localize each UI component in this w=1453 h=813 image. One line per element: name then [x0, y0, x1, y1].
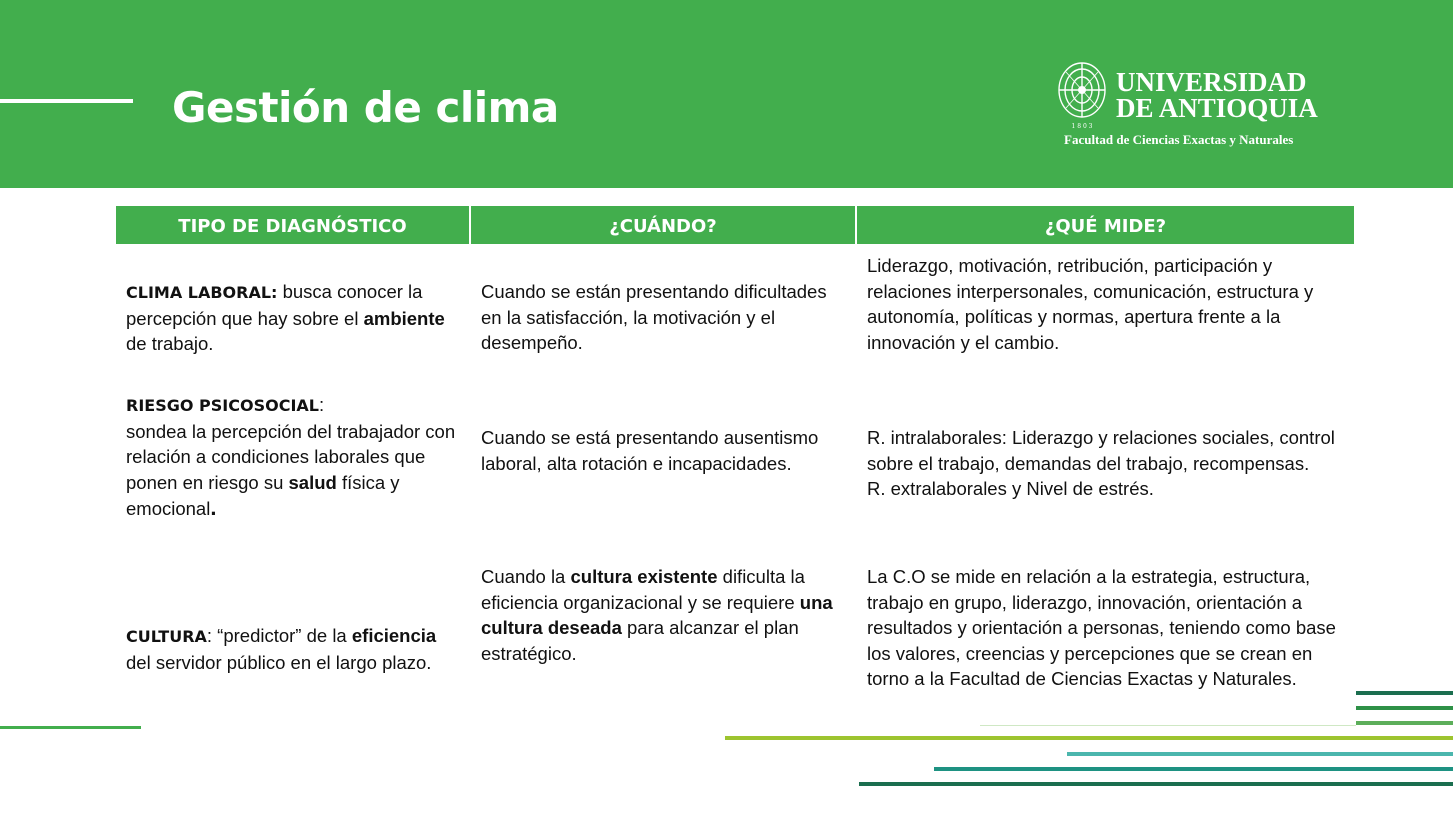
row2-mide-cell — [867, 425, 1347, 502]
row3-cuando-text: Cuando la — [481, 566, 571, 587]
row3-cuando-bold-1: cultura existente — [570, 566, 718, 587]
row3-tipo-bold: eficiencia — [351, 625, 437, 646]
university-logo — [1054, 58, 1344, 158]
row3-tipo-text-end: del servidor público en el largo plazo. — [126, 651, 432, 673]
row2-tipo-period: . — [210, 495, 217, 520]
footer-dark-green-line — [859, 782, 1453, 786]
svg-text:1 8 0 3: 1 8 0 3 — [1071, 123, 1093, 130]
row3-cuando-bold-2: una cultura deseada — [481, 591, 833, 638]
row2-tipo-label: RIESGO PSICOSOCIAL — [126, 396, 319, 415]
footer-lime-line — [725, 736, 1453, 740]
row2-tipo-cell — [126, 392, 461, 522]
footer-stripe-medium — [1356, 706, 1453, 710]
footer-left-green-line — [0, 726, 141, 729]
logo-faculty-name: Facultad de Ciencias Exactas y Naturales — [1064, 132, 1294, 147]
row1-tipo-bold: ambiente — [363, 307, 445, 329]
row2-tipo-text-end: física y emocional — [126, 471, 400, 519]
row1-tipo-text-end: de trabajo. — [126, 333, 214, 354]
row1-tipo-cell — [126, 279, 461, 357]
row1-cuando-cell: Cuando se están presentando dificultades en la satisfacción, la motivación y el desempeño. — [481, 281, 827, 353]
footer-teal-dark-line — [934, 767, 1453, 771]
footer-stripe-light — [1356, 721, 1453, 725]
row3-tipo-text: : “predictor” de la — [206, 625, 352, 646]
row2-tipo-text: sondea la percepción del trabajador con relación a condiciones laborales que ponen en riesgo su — [126, 420, 456, 493]
row3-tipo-cell — [126, 623, 461, 675]
column-header-cuando: ¿CUÁNDO? — [471, 206, 855, 244]
row1-tipo-label: CLIMA LABORAL: — [126, 283, 278, 302]
row3-cuando-text-2: dificulta la eficiencia organizacional y se requiere — [481, 566, 805, 613]
column-header-tipo: TIPO DE DIAGNÓSTICO — [116, 206, 469, 244]
row3-cuando-cell — [481, 564, 846, 666]
row2-tipo-bold: salud — [288, 471, 337, 493]
row2-mide-extralaborales: R. extralaborales y Nivel de estrés. — [867, 478, 1154, 499]
row3-cuando-text-3: para alcanzar el plan estratégico. — [481, 617, 799, 664]
row2-cuando-cell: Cuando se está presentando ausentismo laboral, alta rotación e incapacidades. — [481, 427, 819, 474]
logo-university-line1: UNIVERSIDAD — [1116, 67, 1307, 97]
footer-stripe-dark — [1356, 691, 1453, 695]
row1-tipo-text: busca conocer la percepción que hay sobre el — [126, 281, 423, 329]
footer-teal-line — [1067, 752, 1453, 756]
column-header-que-mide: ¿QUÉ MIDE? — [857, 206, 1354, 244]
row2-mide-intralaborales: R. intralaborales: Liderazgo y relaciones sociales, control sobre el trabajo, demandas del trabajo, recompensas. — [867, 427, 1335, 474]
row3-mide-cell: La C.O se mide en relación a la estrategia, estructura, trabajo en grupo, liderazgo, innovación, orientación a resultados y orientación a personas, teniendo como base los valores, creencias y percepciones que se crean en torno a la Facultad de Ciencias Exactas y Naturales. — [867, 566, 1336, 689]
university-seal-icon — [1056, 60, 1108, 130]
page-title: Gestión de clima — [172, 83, 559, 132]
logo-university-line2: DE ANTIOQUIA — [1116, 93, 1318, 123]
row1-mide-cell: Liderazgo, motivación, retribución, participación y relaciones interpersonales, comunicación, estructura y autonomía, políticas y normas, apertura frente a la innovación y el cambio. — [867, 255, 1314, 353]
row3-tipo-label: CULTURA — [126, 627, 207, 646]
footer-thin-line — [980, 725, 1356, 726]
header-accent-line — [0, 99, 133, 103]
header-banner — [0, 0, 1453, 188]
row2-tipo-colon: : — [318, 394, 325, 415]
